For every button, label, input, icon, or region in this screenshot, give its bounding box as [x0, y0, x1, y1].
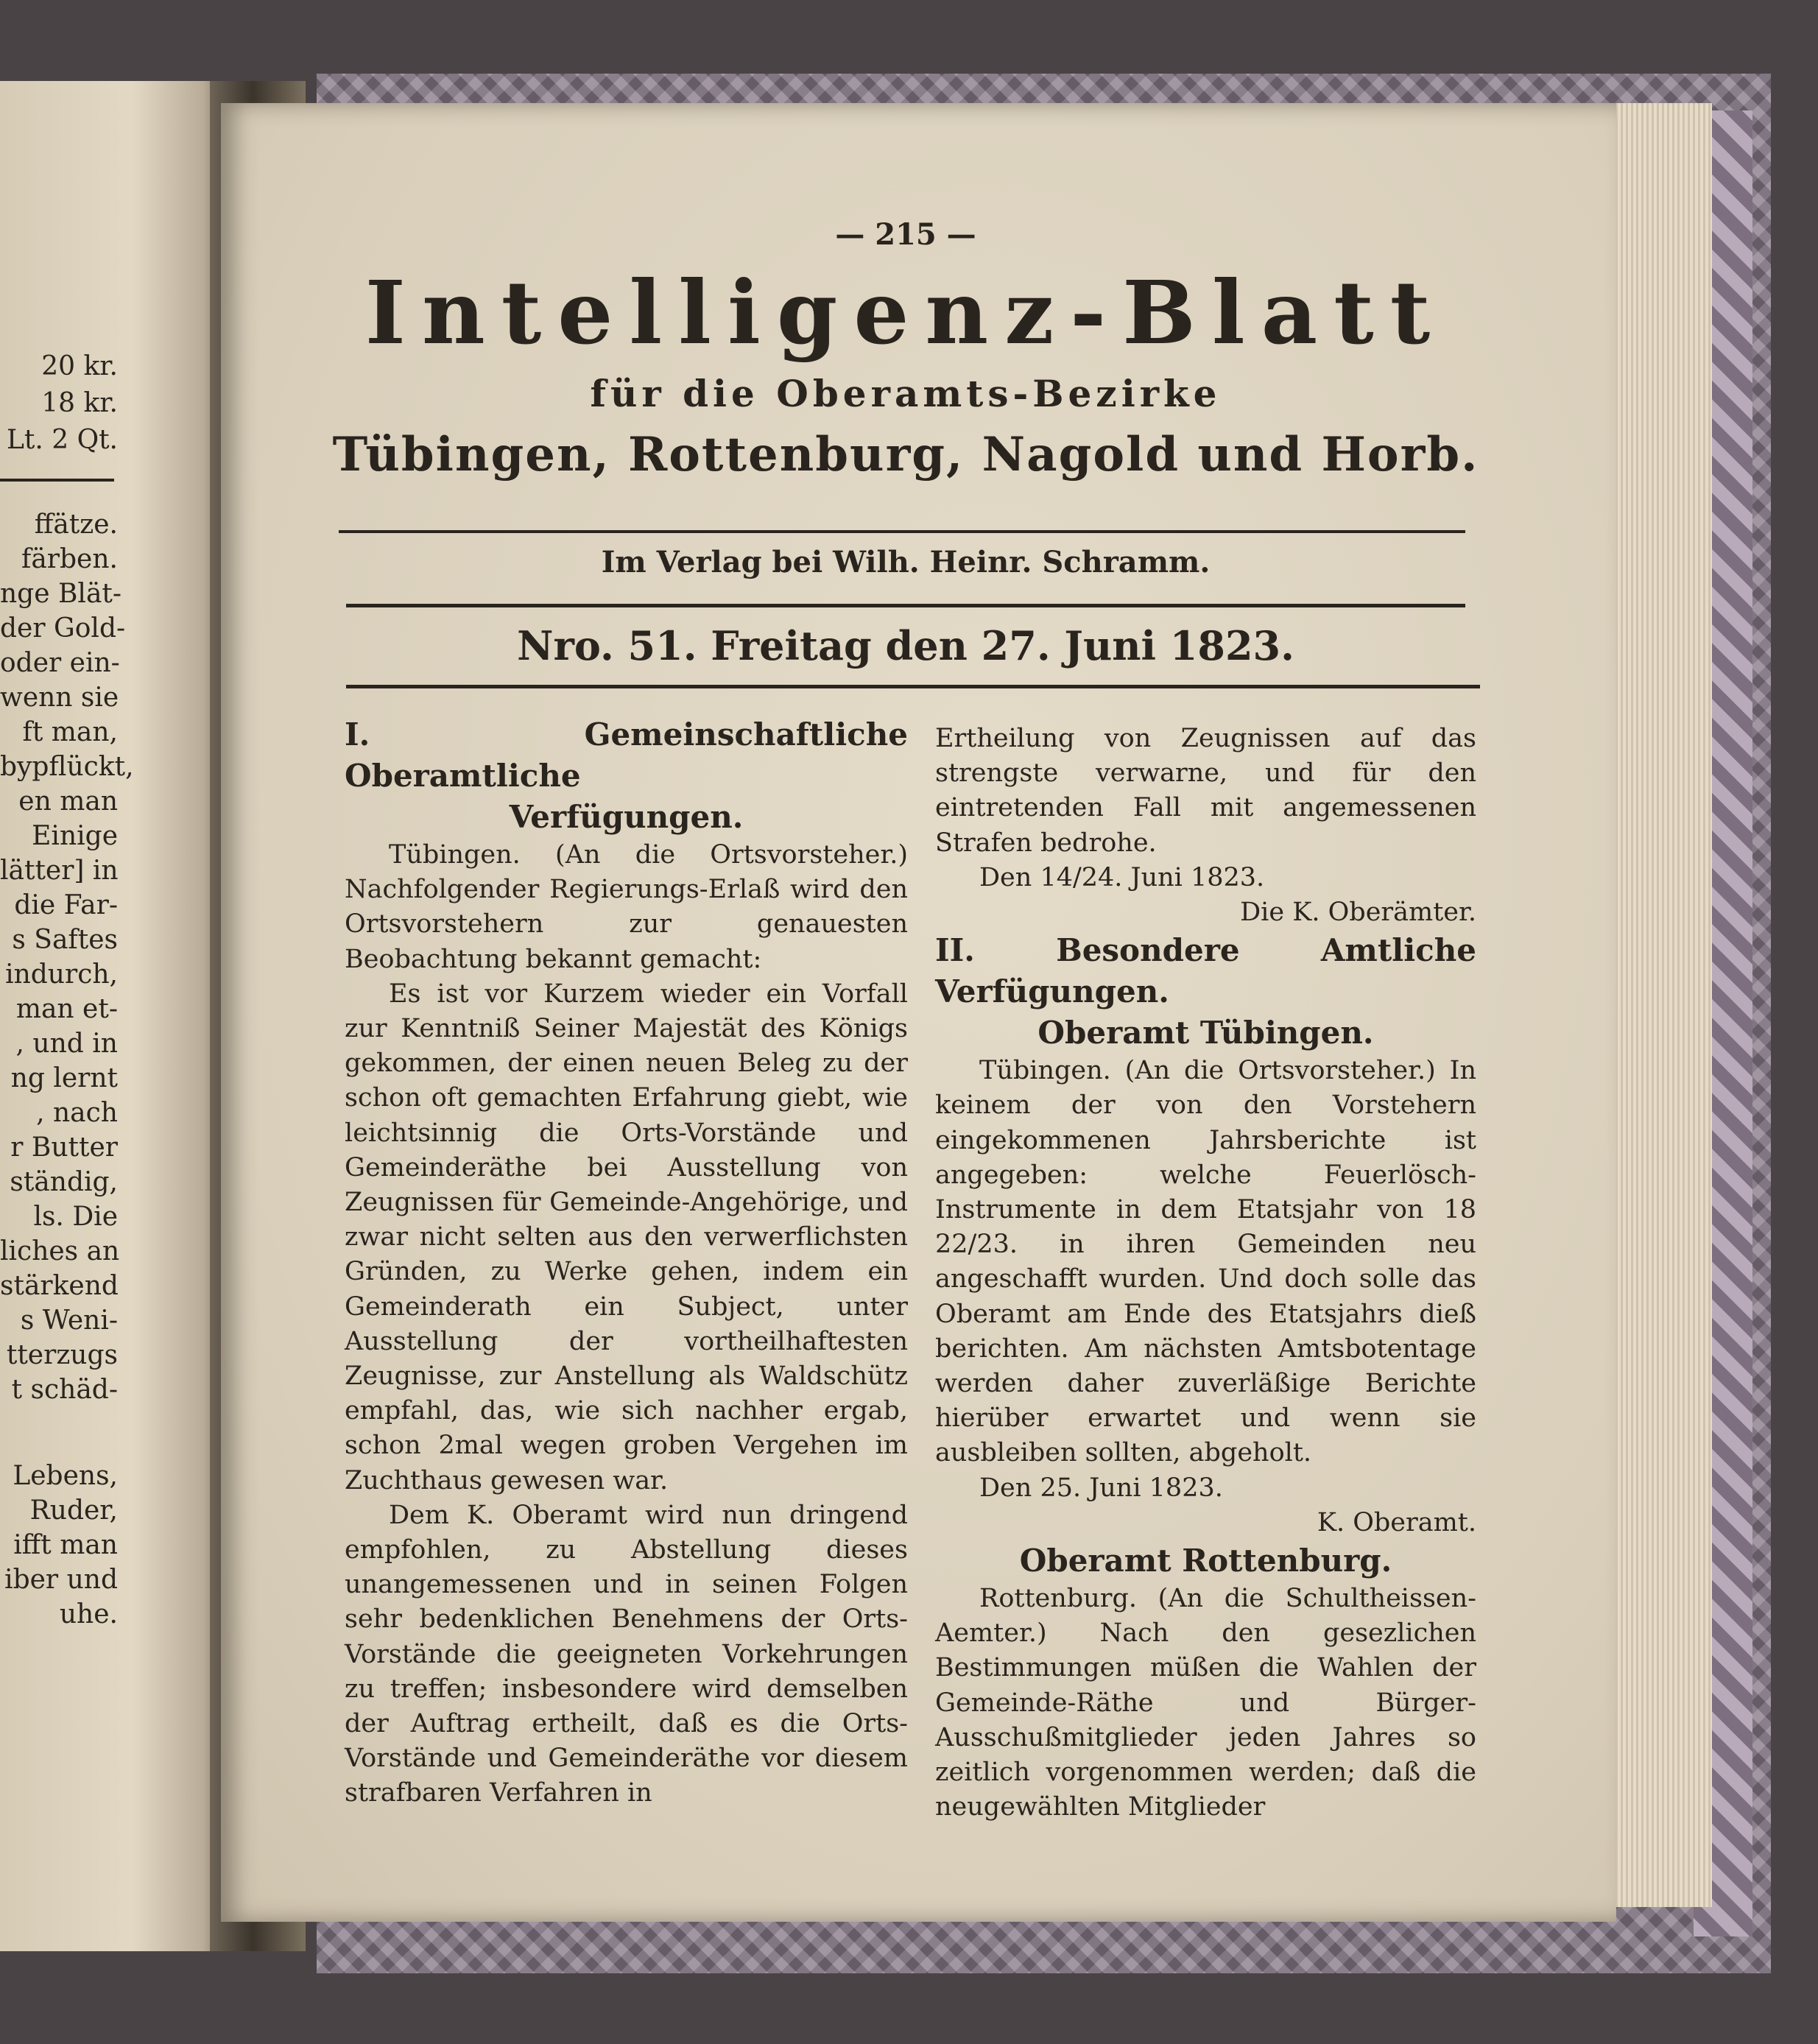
paragraph-rottenburg: Rottenburg. (An die Schultheissen-Aemter.) Nach den gesezlichen Bestimmungen müßen die Wahlen der Gemeinde-Räthe und Bürger-Ausschußmitglieder jeden Jahres so zeitlich vorgenommen werden; daß die neugewählten Mitglieder — [935, 1584, 1476, 1822]
section-heading-2: II. Besondere Amtliche Verfügungen. — [935, 932, 1476, 1010]
left-fragment-line: ifft man — [13, 1530, 118, 1560]
publisher-line: Im Verlag bei Wilh. Heinr. Schramm. — [601, 545, 1211, 579]
left-fragment-line: en man — [18, 786, 118, 817]
left-price-2: 18 kr. — [41, 388, 118, 418]
left-fragment-line: stärkend — [0, 1271, 119, 1301]
left-fragment-line: , nach — [36, 1098, 118, 1128]
paragraph-2: Es ist vor Kurzem wieder ein Vorfall zur Kenntniß Seiner Majestät des Königs gekommen, der einen neuen Beleg zu der schon oft gemachten Erfahrung giebt, wie leichtsinnig die Orts-Vorstände und Gemeinderäthe bei Ausstellung von Zeugnissen für Gemeinde-Angehörige, und zwar nicht selten aus den verwerflichsten Gründen, zu Werke gehen, indem ein Gemeinderath ein Subject, unter Ausstellung der vortheilhaftesten Zeugnisse, zur Anstellung als Waldschütz empfahl, das, wie sich nachher ergab, schon 2mal wegen groben Vergehen im Zuchthaus gewesen war. — [345, 979, 908, 1495]
left-fragment-line: lätter] in — [0, 856, 119, 886]
masthead-districts: Tübingen, Rottenburg, Nagold und Horb. — [332, 427, 1479, 482]
issue-rule — [346, 685, 1480, 688]
date-1: Den 14/24. Juni 1823. — [979, 862, 1265, 892]
left-fragment-line: nge Blät- — [0, 579, 122, 609]
left-fragment-line: färben. — [21, 544, 118, 574]
left-fragment-line: ständig, — [10, 1167, 118, 1197]
left-fragment-line: indurch, — [5, 959, 118, 990]
page-number: — 215 — — [835, 217, 976, 252]
left-fragment-line: tterzugs — [6, 1340, 118, 1370]
left-fragment-line: Ruder, — [29, 1495, 118, 1526]
left-fragment-line: Lebens, — [13, 1461, 118, 1491]
masthead-rule-2 — [346, 604, 1465, 607]
paragraph-1: Tübingen. (An die Ortsvorsteher.) Nachfolgender Regierungs-Erlaß wird den Ortsvorstehern zur genauesten Beobachtung bekannt gemacht: — [345, 840, 908, 974]
right-column — [935, 722, 1476, 1825]
left-rule — [0, 479, 114, 482]
left-fragment-line: t schäd- — [11, 1375, 118, 1405]
left-fragment-line: die Far- — [14, 890, 118, 920]
continuation-paragraph: Ertheilung von Zeugnissen auf das strengste verwarne, und für den eintretenden Fall mit angemessenen Strafen bedrohe. — [935, 724, 1476, 858]
masthead-title: Intelligenz-Blatt — [364, 261, 1447, 364]
subheading-tuebingen: Oberamt Tübingen. — [1037, 1015, 1374, 1051]
section-heading-1b: Verfügungen. — [509, 799, 744, 835]
newspaper-page — [221, 103, 1616, 1922]
issue-line: Nro. 51. Freitag den 27. Juni 1823. — [517, 622, 1294, 669]
paragraph-tuebingen: Tübingen. (An die Ortsvorsteher.) In keinem der von den Vorstehern eingekommenen Jahrsberichte ist angegeben: welche Feuerlösch-Instrumente in dem Etatsjahr von 18 22/23. in ihren Gemeinden neu angeschafft wurden. Und doch solle das Oberamt am Ende des Etatsjahrs dieß berichten. Am nächsten Amtsbotentage werden daher zuverläßige Berichte hierüber erwartet und wenn sie ausbleiben sollten, abgeholt. — [935, 1056, 1476, 1468]
left-fragment-line: , und in — [15, 1029, 118, 1059]
left-fragment-line: der Gold- — [0, 613, 126, 644]
section-heading-1: I. Gemeinschaftliche Oberamtliche — [345, 716, 908, 794]
masthead-subtitle: für die Oberamts-Bezirke — [590, 372, 1222, 415]
left-facing-page — [0, 81, 221, 1951]
signature-1: Die K. Oberämter. — [1240, 898, 1476, 928]
left-fragment-line: s Saftes — [12, 925, 118, 955]
left-fragment-line: wenn sie — [0, 683, 119, 713]
masthead-rule-1 — [339, 530, 1465, 533]
date-2: Den 25. Juni 1823. — [979, 1473, 1223, 1503]
left-fragment-line: uhe. — [59, 1599, 118, 1629]
left-fragment-line: s Weni- — [20, 1305, 118, 1336]
page-edges — [1605, 103, 1712, 1907]
left-fragment-line: r Butter — [10, 1132, 118, 1163]
left-fragment-line: liches an — [0, 1236, 120, 1266]
left-fragment-line: ft man, — [22, 717, 118, 747]
left-column — [345, 714, 908, 1811]
left-fragment-line: bypflückt, — [0, 752, 134, 782]
left-fragment-line: ffätze. — [34, 510, 118, 540]
paragraph-3: Dem K. Oberamt wird nun dringend empfohlen, zu Abstellung dieses unangemessenen und in seinen Folgen sehr bedenklichen Benehmens der Orts-Vorstände die geeigneten Vorkehrungen zu treffen; insbesondere wird demselben der Auftrag ertheilt, daß es die Orts-Vorstände und Gemeinderäthe vor diesem strafbaren Verfahren in — [345, 1500, 908, 1808]
left-fragment-line: ls. Die — [33, 1202, 118, 1232]
left-price-1: 20 kr. — [41, 351, 118, 381]
left-fragment-line: oder ein- — [0, 648, 120, 678]
left-fragment-line: Einige — [32, 821, 118, 851]
signature-2: K. Oberamt. — [1317, 1507, 1476, 1537]
left-fragment-line: iber und — [4, 1565, 118, 1595]
left-fragment-line: man et- — [15, 994, 118, 1024]
subheading-rottenburg: Oberamt Rottenburg. — [1019, 1543, 1392, 1579]
left-fragment-line: ng lernt — [10, 1063, 118, 1093]
left-price-3: Lt. 2 Qt. — [6, 425, 118, 455]
